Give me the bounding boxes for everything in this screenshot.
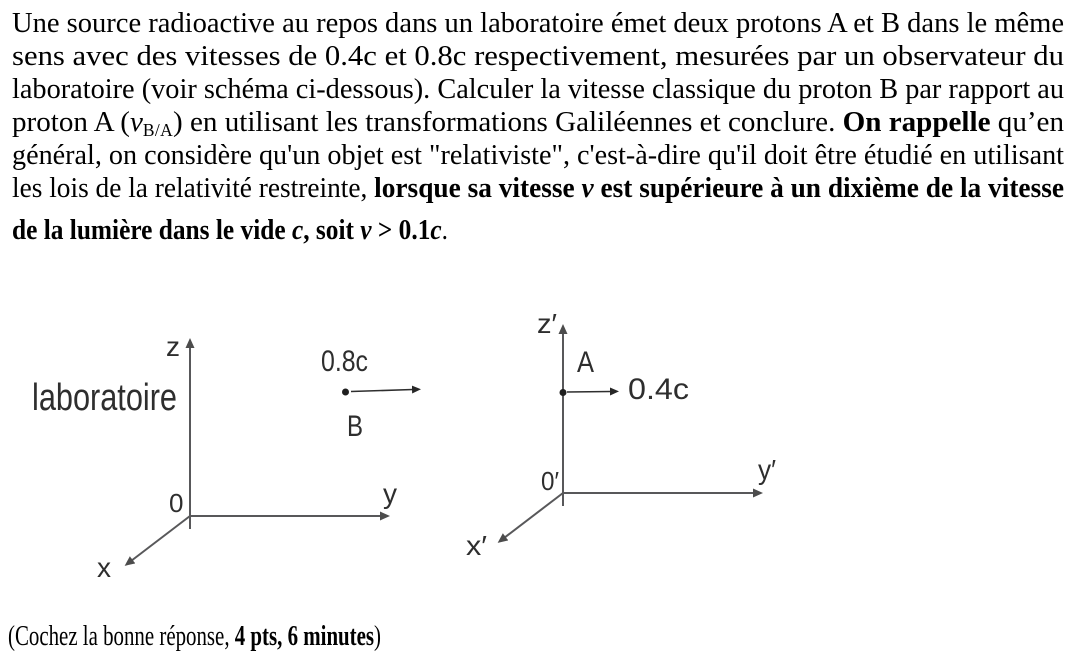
proton-a-velocity-arrow [567, 392, 611, 393]
lab-frame-title: laboratoire [32, 377, 177, 419]
problem-line [12, 73, 1064, 106]
problem-line [12, 106, 1064, 139]
text-run: 4 pts, 6 minutes [234, 620, 375, 652]
proton-b-velocity-label: 0.8c [321, 345, 368, 378]
proton-b-dot [342, 389, 349, 396]
text-run: v [581, 172, 594, 204]
prime-z-label: z′ [537, 308, 557, 339]
prime-x-axis [504, 493, 563, 538]
problem-line [12, 40, 1064, 73]
text-run: ) [374, 620, 381, 652]
text-run: proton A ( [12, 106, 130, 138]
text-run: lorsque sa vitesse [374, 172, 582, 204]
text-run: , soit [303, 214, 361, 246]
text-run: B/A [142, 119, 174, 140]
text-run: On rappelle [842, 106, 991, 138]
problem-line [12, 214, 1064, 247]
text-run: c [291, 214, 304, 246]
problem-statement [12, 7, 1064, 247]
proton-a-velocity-label: 0.4c [628, 373, 689, 406]
text-run: est supérieure à un dixième de la vitesse [593, 172, 1064, 204]
text-run: v [360, 214, 372, 246]
text-run: laboratoire (voir schéma ci-dessous). Calculer la vitesse classique du proton B par rapport au [12, 73, 1064, 105]
text-run: . [441, 214, 448, 246]
prime-y-label: y′ [758, 454, 776, 485]
text-run: ) en utilisant les transformations Galiléennes et conclure. [173, 106, 843, 138]
lab-x-label: x [97, 552, 111, 583]
lab-z-label: z [166, 331, 180, 362]
text-run: (Cochez la bonne réponse, [8, 620, 235, 652]
proton-b-velocity-arrow [351, 390, 413, 392]
prime-x-label: x′ [466, 530, 487, 561]
lab-origin-label: 0 [169, 488, 184, 518]
proton-a-dot [560, 389, 567, 396]
problem-line [12, 7, 1064, 40]
prime-origin-label: 0′ [541, 466, 560, 496]
text-run: v [129, 106, 143, 138]
text-run: Une source radioactive au repos dans un laboratoire émet deux protons A et B dans le même [12, 7, 1064, 39]
text-run: c [430, 214, 442, 246]
text-run: de la lumière dans le vide [12, 214, 292, 246]
lab-y-label: y [383, 478, 397, 509]
text-run: général, on considère qu'un objet est "relativiste", c'est-à-dire qu'il doit être étudié en utilisant [12, 139, 1064, 171]
problem-line [12, 172, 1064, 205]
problem-line [12, 139, 1064, 172]
footer-note [8, 620, 526, 653]
text-run: > 0.1 [371, 214, 431, 246]
text-run: qu’en [990, 106, 1064, 138]
text-run: sens avec des vitesses de 0.4c et 0.8c respectivement, mesurées par un observateur du [12, 40, 1064, 72]
lab-x-axis [131, 516, 190, 561]
proton-a-label: A [577, 346, 594, 379]
text-run: les lois de la relativité restreinte, [12, 172, 375, 204]
proton-b-label: B [347, 410, 363, 443]
